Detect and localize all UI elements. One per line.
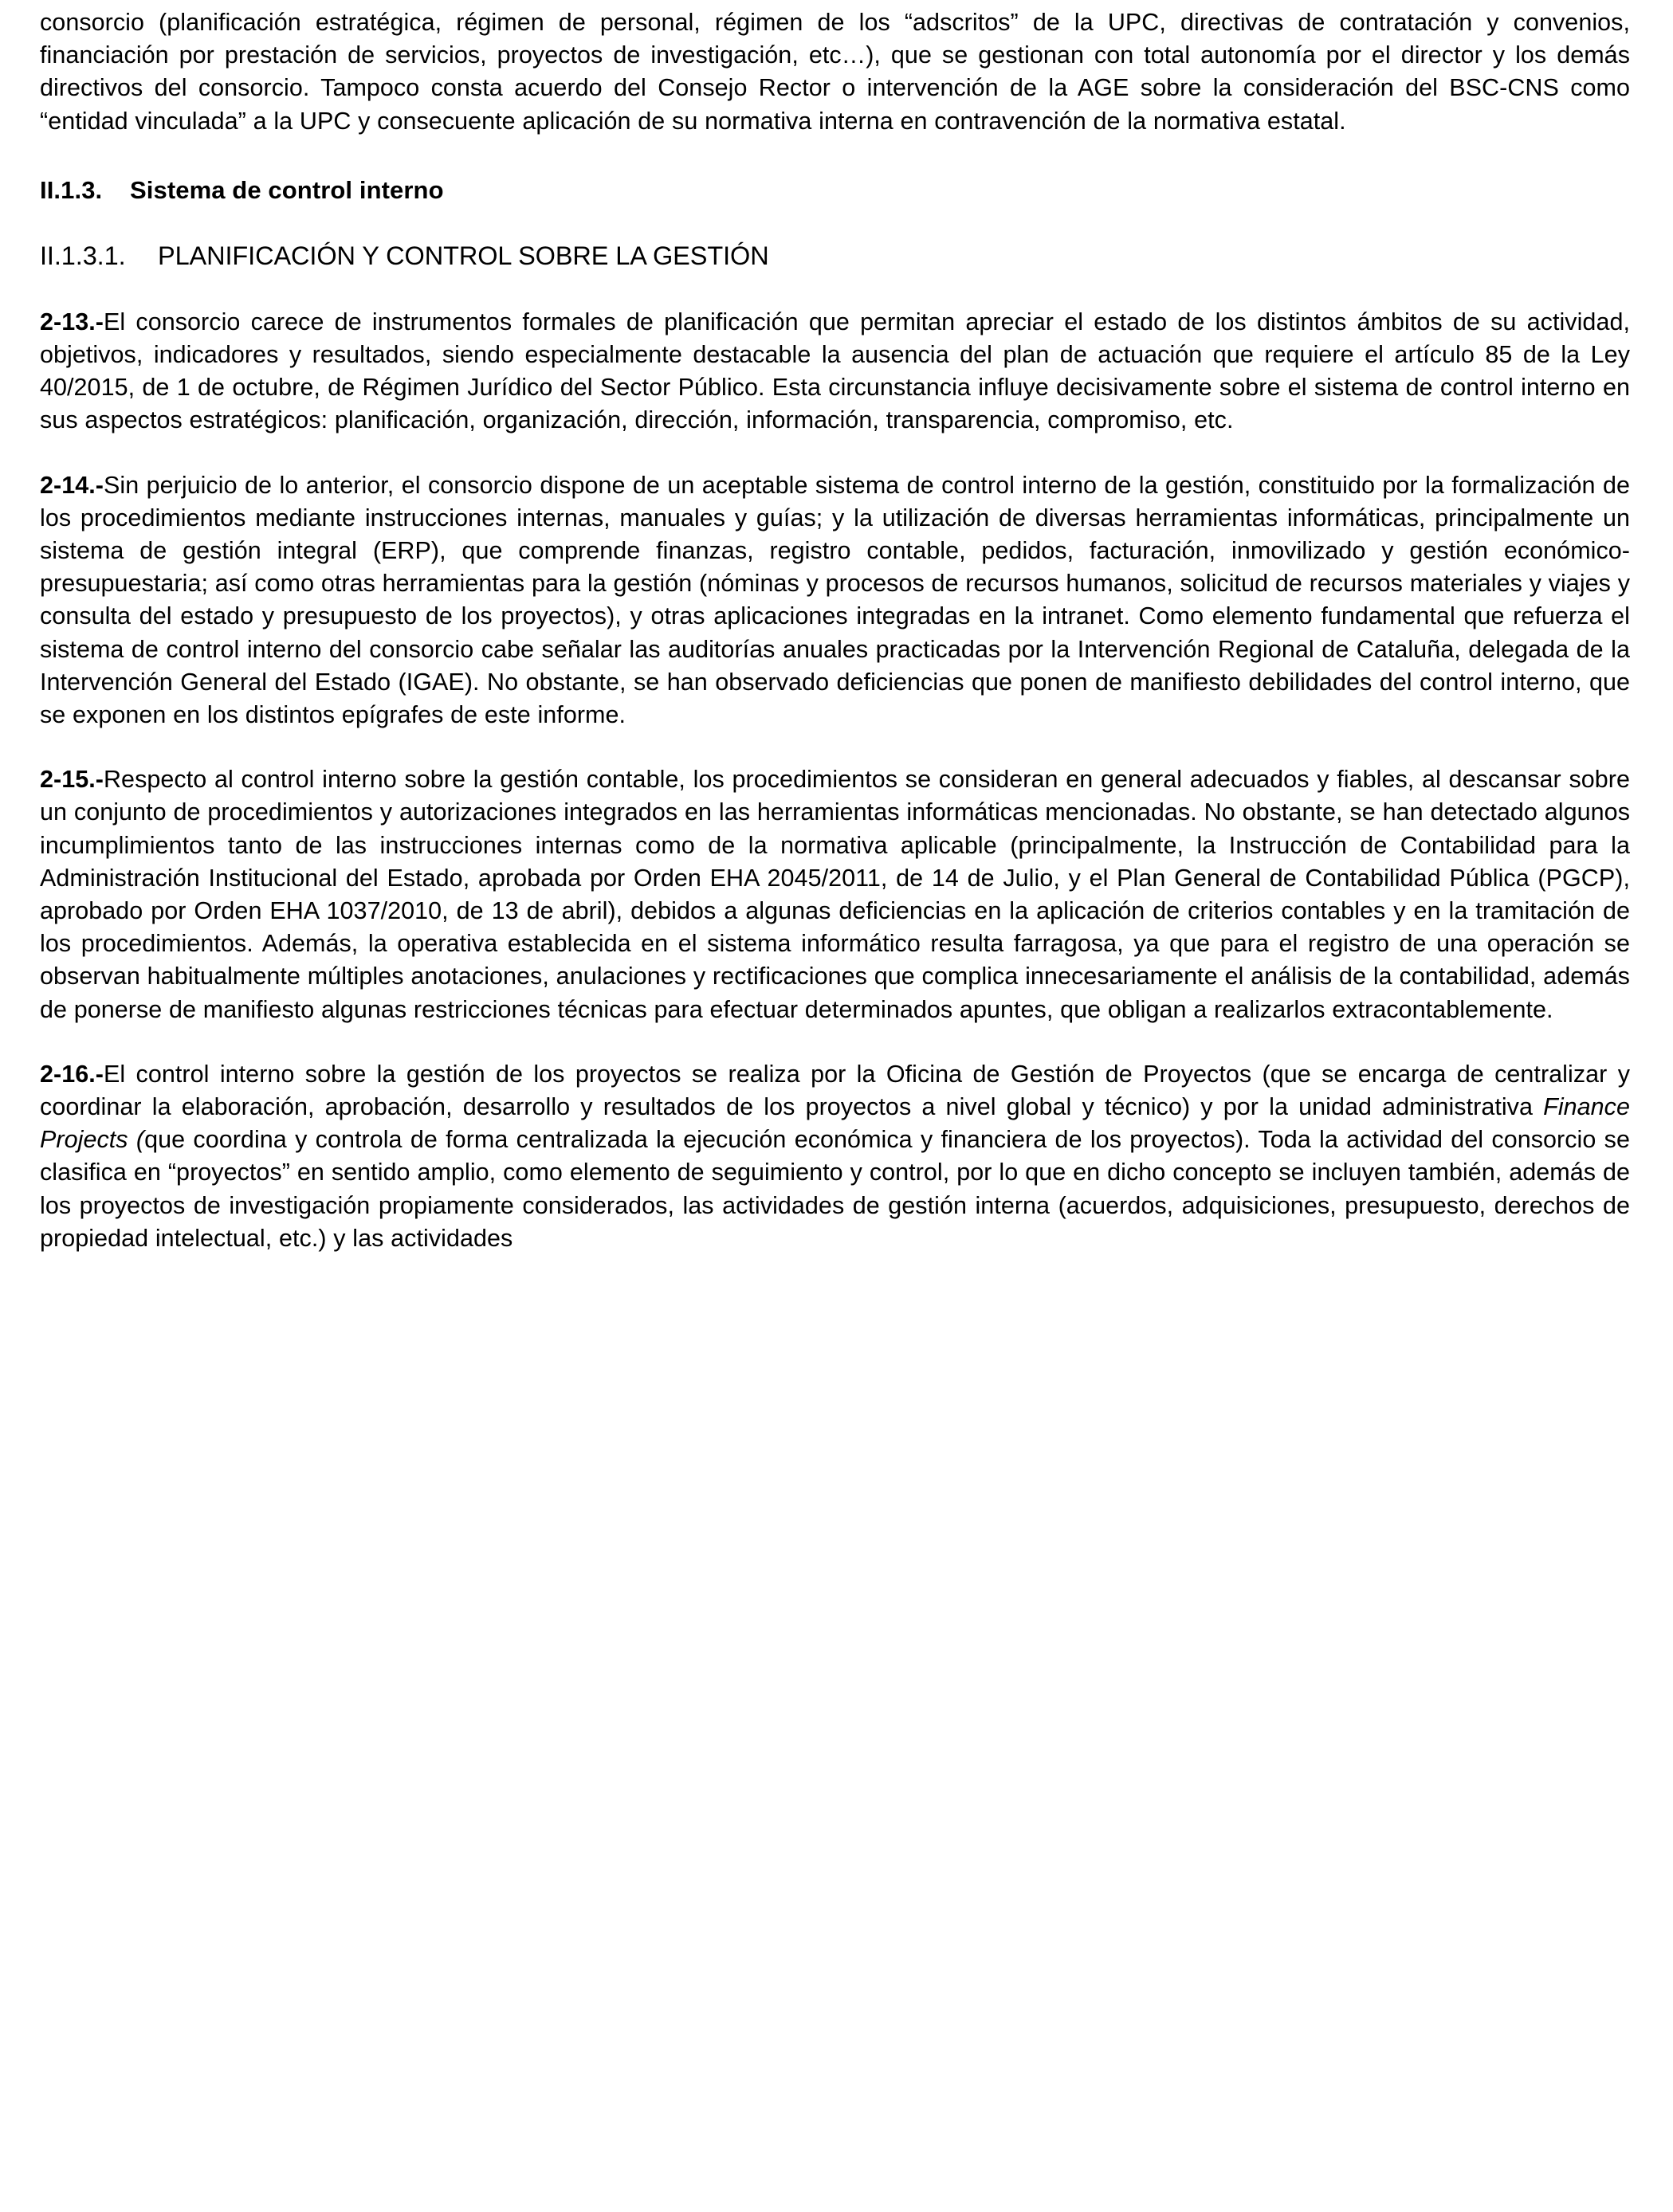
numbered-paragraph — [40, 306, 1630, 437]
numbered-paragraph — [40, 469, 1630, 732]
numbered-paragraph — [40, 1058, 1630, 1255]
spacer-paragraph — [40, 731, 1630, 763]
section-heading-title: Sistema de control interno — [130, 175, 444, 204]
paragraph-continued: consorcio (planificación estratégica, régimen de personal, régimen de los “adscritos” de la UPC, directivas de contratación y convenios, financiación por prestación de servicios, proyectos de investigación, etc…), que se gestionan con total autonomía por el director y los demás directivos del consorcio. Tampoco consta acuerdo del Consejo Rector o intervención de la AGE sobre la consideración del BSC-CNS como “entidad vinculada” a la UPC y consecuente aplicación de su normativa interna en contravención de la normativa estatal. — [40, 9, 1630, 135]
paragraph-text: Sin perjuicio de lo anterior, el consorcio dispone de un aceptable sistema de control interno de la gestión, constituido por la formalización de los procedimientos mediante instrucciones internas, manuales y guías; y la utilización de diversas herramientas informáticas, principalmente un sistema de gestión integral (ERP), que comprende finanzas, registro contable, pedidos, facturación, inmovilizado y gestión económico-presupuestaria; así como otras herramientas para la gestión (nóminas y procesos de recursos humanos, solicitud de recursos materiales y viajes y consulta del estado y presupuesto de los proyectos), y otras aplicaciones integradas en la intranet. Como elemento fundamental que refuerza el sistema de control interno del consorcio cabe señalar las auditorías anuales practicadas por la Intervención Regional de Cataluña, delegada de la Intervención General del Estado (IGAE). No obstante, se han observado deficiencias que ponen de manifiesto debilidades del control interno, que se exponen en los distintos epígrafes de este informe. — [40, 471, 1630, 729]
paragraph-number: 2-13.- — [40, 308, 104, 335]
subsection-heading — [40, 241, 1630, 271]
spacer-after-subsection-heading — [40, 271, 1630, 306]
document-body — [40, 6, 1630, 1255]
paragraph-text-part-2: que coordina y controla de forma centralizada la ejecución económica y financiera de los proyectos). Toda la actividad del consorcio se clasifica en “proyectos” en sentido amplio, como elemento de seguimiento y control, por lo que en dicho concepto se incluyen también, además de los proyectos de investigación propiamente considerados, las actividades de gestión interna (acuerdos, adquisiciones, presupuesto, derechos de propiedad intelectual, etc.) y las actividades — [40, 1126, 1630, 1252]
paragraph-number: 2-16.- — [40, 1060, 104, 1088]
numbered-paragraph — [40, 763, 1630, 1026]
paragraph-text-part-1: El control interno sobre la gestión de los proyectos se realiza por la Oficina de Gestión de Proyectos (que se encarga de centralizar y coordinar la elaboración, aprobación, desarrollo y resultados de los proyectos a nivel global y técnico) y por la unidad administrativa — [40, 1060, 1630, 1121]
spacer-paragraph — [40, 437, 1630, 469]
section-heading-number: II.1.3. — [40, 175, 103, 204]
spacer-after-intro — [40, 138, 1630, 175]
italic-open-paren: ( — [128, 1126, 145, 1154]
paragraph-number: 2-15.- — [40, 766, 104, 794]
subsection-heading-title: PLANIFICACIÓN Y CONTROL SOBRE LA GESTIÓN — [158, 241, 769, 270]
paragraph-text: El consorcio carece de instrumentos formales de planificación que permitan apreciar el estado de los distintos ámbitos de su actividad, objetivos, indicadores y resultados, siendo especialmente destacable la ausencia del plan de actuación que requiere el artículo 85 de la Ley 40/2015, de 1 de octubre, de Régimen Jurídico del Sector Público. Esta circunstancia influye decisivamente sobre el sistema de control interno en sus aspectos estratégicos: planificación, organización, dirección, información, transparencia, compromiso, etc. — [40, 308, 1630, 434]
subsection-heading-number: II.1.3.1. — [40, 241, 126, 270]
paragraph-text: Respecto al control interno sobre la gestión contable, los procedimientos se consideran en general adecuados y fiables, al descansar sobre un conjunto de procedimientos y autorizaciones integrados en las herramientas informáticas mencionadas. No obstante, se han detectado algunos incumplimientos tanto de las instrucciones internas como de la normativa aplicable (principalmente, la Instrucción de Contabilidad para la Administración Institucional del Estado, aprobada por Orden EHA 2045/2011, de 14 de Julio, y el Plan General de Contabilidad Pública (PGCP), aprobado por Orden EHA 1037/2010, de 13 de abril), debidos a algunas deficiencias en la aplicación de criterios contables y en la tramitación de los procedimientos. Además, la operativa establecida en el sistema informático resulta farragosa, ya que para el registro de una operación se observan habitualmente múltiples anotaciones, anulaciones y rectificaciones que complica innecesariamente el análisis de la contabilidad, además de ponerse de manifiesto algunas restricciones técnicas para efectuar determinados apuntes, que obligan a realizarlos extracontablemente. — [40, 766, 1630, 1023]
italic-term-finance-projects: Finance Projects — [40, 1093, 1630, 1154]
spacer-after-section-heading — [40, 206, 1630, 241]
spacer-paragraph — [40, 1026, 1630, 1058]
section-heading — [40, 175, 1630, 206]
paragraph-number: 2-14.- — [40, 471, 104, 499]
